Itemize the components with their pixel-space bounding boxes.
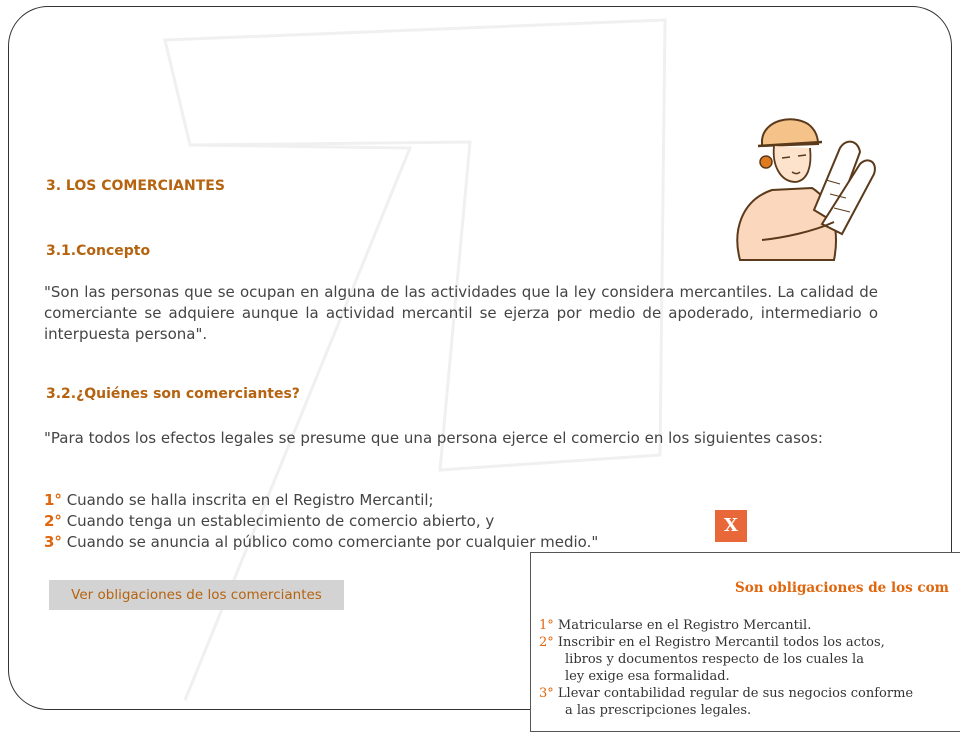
obligations-popup	[530, 552, 960, 732]
close-popup-button[interactable]: X	[715, 510, 747, 542]
cases-list	[44, 490, 598, 553]
engineer-woman-illustration	[722, 110, 882, 270]
who-paragraph: "Para todos los efectos legales se presume que una persona ejerce el comercio en los siguientes casos:	[44, 429, 823, 447]
list-item-continuation: libros y documentos respecto de los cuales la	[565, 652, 864, 667]
concept-heading: 3.1.Concepto	[46, 243, 151, 259]
list-item: 3° Llevar contabilidad regular de sus negocios conforme	[539, 686, 914, 701]
who-heading: 3.2.¿Quiénes son comerciantes?	[46, 386, 300, 402]
obligations-list	[539, 617, 913, 719]
list-item: 1° Cuando se halla inscrita en el Registro Mercantil;	[44, 491, 434, 509]
list-item-continuation: a las prescripciones legales.	[565, 703, 752, 718]
slide-title: 3. LOS COMERCIANTES	[46, 178, 225, 194]
view-obligations-button[interactable]: Ver obligaciones de los comerciantes	[49, 580, 344, 610]
list-item: 3° Cuando se anuncia al público como comerciante por cualquier medio."	[44, 533, 599, 551]
list-item: 2° Inscribir en el Registro Mercantil todos los actos,	[539, 635, 885, 650]
popup-title: Son obligaciones de los com	[735, 580, 949, 596]
concept-paragraph: "Son las personas que se ocupan en alguna de las actividades que la ley considera mercantiles. La calidad de comerciante se adquiere aunque la actividad mercantil se ejerza por medio de apoderado, intermediario o interpuesta persona".	[44, 283, 878, 343]
list-item-continuation: ley exige esa formalidad.	[565, 669, 730, 684]
list-item: 1° Matricularse en el Registro Mercantil.	[539, 618, 812, 633]
list-item: 2° Cuando tenga un establecimiento de comercio abierto, y	[44, 512, 495, 530]
